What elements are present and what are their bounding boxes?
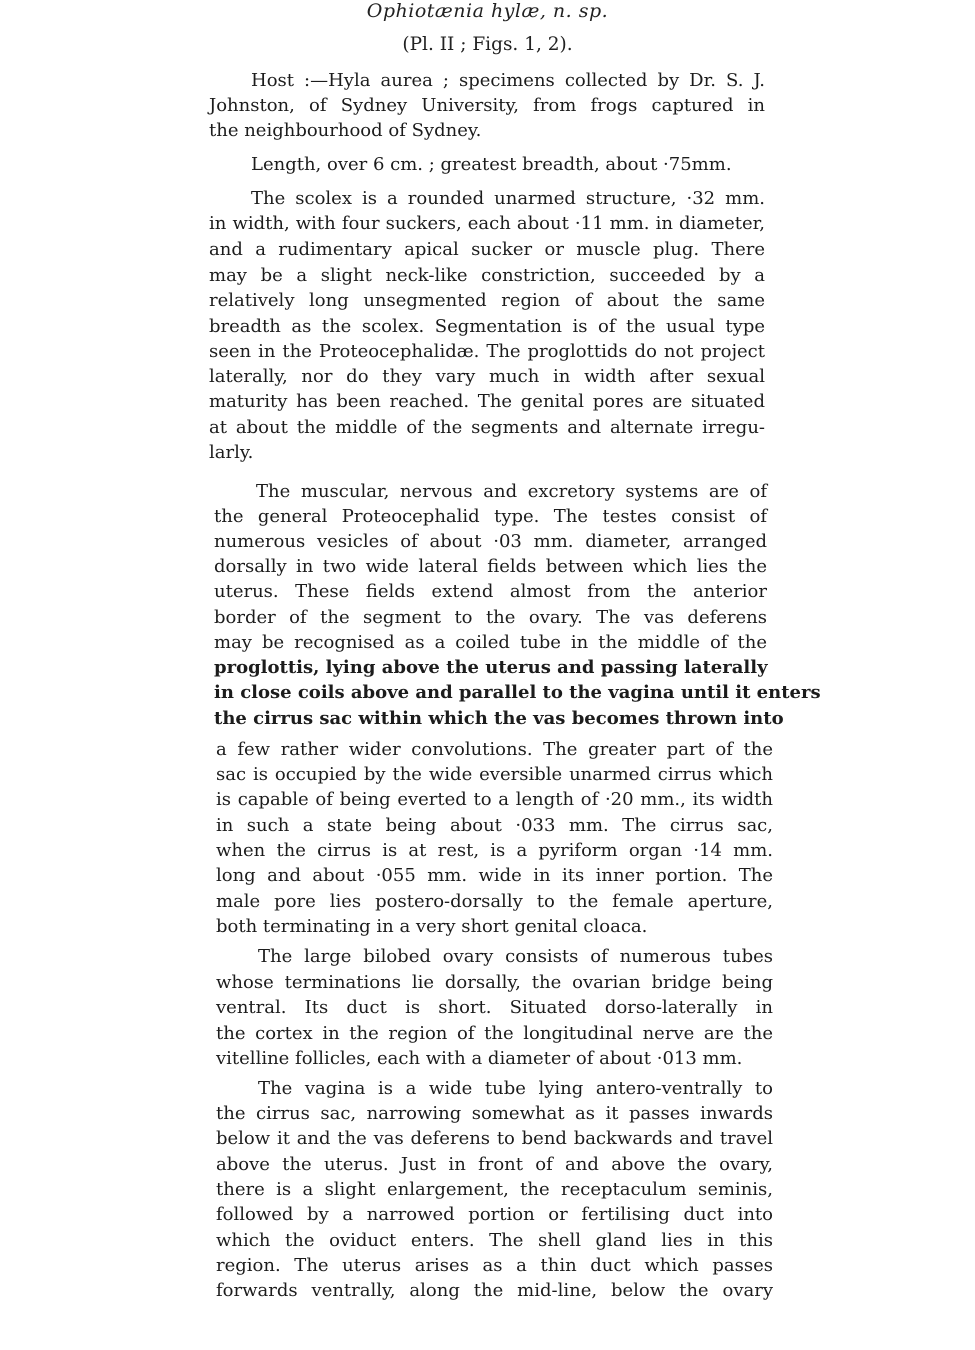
scolex-line: and a rudimentary apical sucker or muscle plug. There: [209, 239, 765, 260]
ovary-line: The large bilobed ovary consists of numerous tubes: [258, 946, 773, 967]
ovary-line: ventral. Its duct is short. Situated dorso-laterally in: [216, 997, 773, 1018]
systems-line: numerous vesicles of about ·03 mm. diameter, arranged: [214, 531, 767, 552]
host-line-3: the neighbourhood of Sydney.: [209, 120, 482, 141]
systems-line: the cirrus sac within which the vas becomes thrown into: [214, 708, 784, 729]
scolex-line: at about the middle of the segments and alternate irregu-: [209, 417, 765, 438]
systems-line: the general Proteocephalid type. The testes consist of: [214, 506, 767, 527]
length-line: Length, over 6 cm. ; greatest breadth, about ·75mm.: [251, 154, 732, 175]
vagina-line: followed by a narrowed portion or fertilising duct into: [216, 1204, 773, 1225]
systems-line: long and about ·055 mm. wide in its inner portion. The: [216, 865, 773, 886]
systems-line: in such a state being about ·033 mm. The cirrus sac,: [216, 815, 773, 836]
ovary-line: vitelline follicles, each with a diameter of about ·013 mm.: [216, 1048, 743, 1069]
vagina-line: region. The uterus arises as a thin duct which passes: [216, 1255, 773, 1276]
vagina-line: the cirrus sac, narrowing somewhat as it passes inwards: [216, 1103, 773, 1124]
scolex-line: breadth as the scolex. Segmentation is of the usual type: [209, 316, 765, 337]
vagina-line: above the uterus. Just in front of and above the ovary,: [216, 1154, 773, 1175]
scolex-line: relatively long unsegmented region of about the same: [209, 290, 765, 311]
systems-line: may be recognised as a coiled tube in the middle of the: [214, 632, 767, 653]
systems-line: sac is occupied by the wide eversible unarmed cirrus which: [216, 764, 773, 785]
systems-line: is capable of being everted to a length of ·20 mm., its width: [216, 789, 773, 810]
ovary-line: whose terminations lie dorsally, the ovarian bridge being: [216, 972, 773, 993]
species-title: Ophiotænia hylæ, n. sp.: [366, 0, 609, 22]
systems-line: male pore lies postero-dorsally to the female aperture,: [216, 891, 773, 912]
vagina-line: which the oviduct enters. The shell gland lies in this: [216, 1230, 773, 1251]
vagina-line: The vagina is a wide tube lying antero-ventrally to: [258, 1078, 773, 1099]
vagina-line: there is a slight enlargement, the receptaculum seminis,: [216, 1179, 773, 1200]
systems-line: when the cirrus is at rest, is a pyriform organ ·14 mm.: [216, 840, 773, 861]
plate-reference: (Pl. II ; Figs. 1, 2).: [402, 34, 573, 55]
systems-line: border of the segment to the ovary. The vas deferens: [214, 607, 767, 628]
systems-line: The muscular, nervous and excretory systems are of: [256, 481, 767, 502]
systems-line: both terminating in a very short genital cloaca.: [216, 916, 648, 937]
scolex-line: laterally, nor do they vary much in width after sexual: [209, 366, 765, 387]
systems-line: a few rather wider convolutions. The greater part of the: [216, 739, 773, 760]
vagina-line: below it and the vas deferens to bend backwards and travel: [216, 1128, 773, 1149]
scolex-line: The scolex is a rounded unarmed structure, ·32 mm.: [251, 188, 765, 209]
scolex-line: maturity has been reached. The genital pores are situated: [209, 391, 765, 412]
systems-line: uterus. These fields extend almost from the anterior: [214, 581, 767, 602]
systems-line: in close coils above and parallel to the vagina until it enters: [214, 682, 821, 703]
scolex-line: may be a slight neck-like constriction, succeeded by a: [209, 265, 765, 286]
ovary-line: the cortex in the region of the longitudinal nerve are the: [216, 1023, 773, 1044]
host-line-2: Johnston, of Sydney University, from frogs captured in: [209, 95, 765, 116]
scolex-line: seen in the Proteocephalidæ. The proglottids do not project: [209, 341, 765, 362]
scolex-line: in width, with four suckers, each about ·11 mm. in diameter,: [209, 213, 765, 234]
systems-line: proglottis, lying above the uterus and passing laterally: [214, 657, 768, 678]
vagina-line: forwards ventrally, along the mid-line, below the ovary: [216, 1280, 773, 1301]
scolex-line: larly.: [209, 442, 254, 463]
systems-line: dorsally in two wide lateral fields between which lies the: [214, 556, 767, 577]
host-line-1: Host :—Hyla aurea ; specimens collected by Dr. S. J.: [251, 70, 765, 91]
